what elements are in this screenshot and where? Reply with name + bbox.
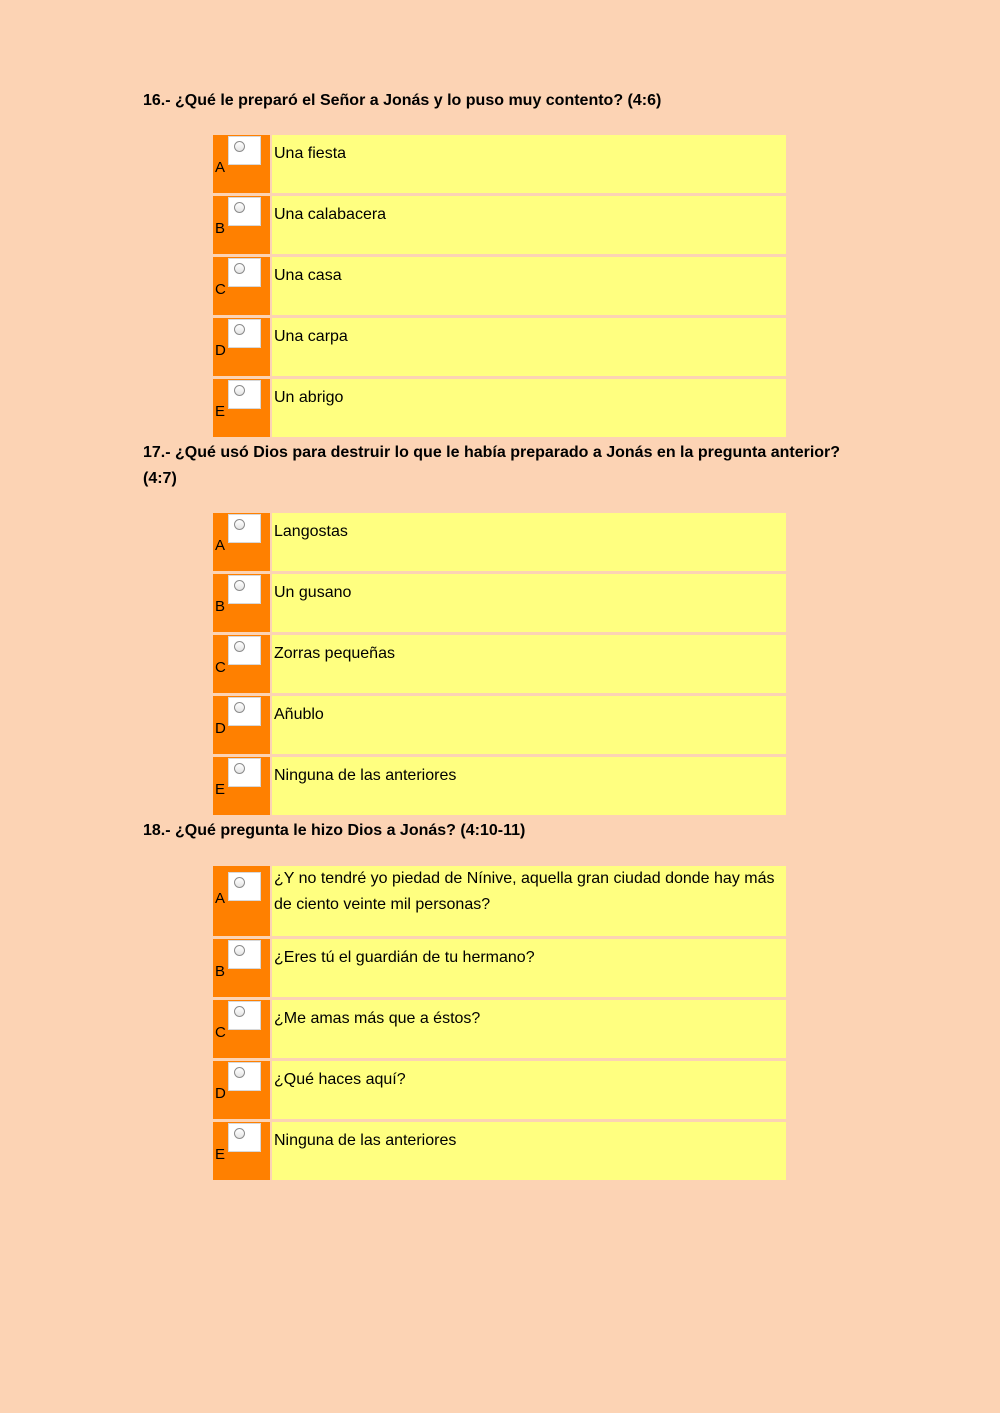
option-text[interactable]: Una fiesta (272, 135, 786, 193)
radio-button[interactable] (234, 702, 245, 713)
option-text[interactable]: Una carpa (272, 318, 786, 376)
question-18-title: 18.- ¿Qué pregunta le hizo Dios a Jonás? (4:10-11) (143, 822, 526, 839)
radio-button[interactable] (234, 202, 245, 213)
option-text[interactable]: Ninguna de las anteriores (272, 1122, 786, 1180)
radio-box[interactable] (228, 1001, 261, 1030)
radio-box[interactable] (228, 697, 261, 726)
option-text[interactable]: Una calabacera (272, 196, 786, 254)
option-row-c[interactable] (213, 257, 786, 315)
option-letter: E (215, 781, 226, 798)
radio-button[interactable] (234, 641, 245, 652)
radio-box[interactable] (228, 197, 261, 226)
option-text[interactable]: Un abrigo (272, 379, 786, 437)
radio-button[interactable] (234, 385, 245, 396)
radio-button[interactable] (234, 141, 245, 152)
option-letter: C (215, 281, 226, 298)
option-text[interactable]: Un gusano (272, 574, 786, 632)
question-17-options (213, 513, 786, 818)
radio-button[interactable] (234, 763, 245, 774)
option-row-d[interactable] (213, 1061, 786, 1119)
radio-button[interactable] (234, 519, 245, 530)
radio-button[interactable] (234, 945, 245, 956)
radio-box[interactable] (228, 575, 261, 604)
option-text[interactable]: ¿Eres tú el guardián de tu hermano? (272, 939, 786, 997)
option-row-e[interactable] (213, 1122, 786, 1180)
radio-button[interactable] (234, 1006, 245, 1017)
option-text[interactable]: ¿Y no tendré yo piedad de Nínive, aquella gran ciudad donde hay más de ciento veinte mil personas? (272, 866, 786, 936)
option-text[interactable]: Una casa (272, 257, 786, 315)
option-row-b[interactable] (213, 574, 786, 632)
question-18-options (213, 866, 786, 1183)
option-text[interactable]: ¿Me amas más que a éstos? (272, 1000, 786, 1058)
option-letter: D (215, 720, 226, 737)
radio-box[interactable] (228, 136, 261, 165)
option-letter: A (215, 890, 226, 907)
option-row-e[interactable] (213, 379, 786, 437)
radio-box[interactable] (228, 758, 261, 787)
option-text[interactable]: Añublo (272, 696, 786, 754)
option-letter: B (215, 598, 226, 615)
option-row-c[interactable] (213, 635, 786, 693)
option-letter: C (215, 659, 226, 676)
radio-box[interactable] (228, 872, 261, 901)
question-17-title: 17.- ¿Qué usó Dios para destruir lo que le había preparado a Jonás en la pregunta anterior? (4:7) (143, 444, 841, 487)
option-text[interactable]: ¿Qué haces aquí? (272, 1061, 786, 1119)
option-letter: C (215, 1024, 226, 1041)
option-row-e[interactable] (213, 757, 786, 815)
radio-button[interactable] (234, 877, 245, 888)
option-row-d[interactable] (213, 696, 786, 754)
option-row-b[interactable] (213, 939, 786, 997)
option-row-a[interactable] (213, 135, 786, 193)
option-letter: E (215, 1146, 226, 1163)
radio-button[interactable] (234, 263, 245, 274)
option-letter: D (215, 342, 226, 359)
option-text[interactable]: Zorras pequeñas (272, 635, 786, 693)
radio-box[interactable] (228, 1123, 261, 1152)
question-16-title: 16.- ¿Qué le preparó el Señor a Jonás y lo puso muy contento? (4:6) (143, 92, 662, 109)
radio-button[interactable] (234, 1067, 245, 1078)
radio-box[interactable] (228, 1062, 261, 1091)
radio-box[interactable] (228, 940, 261, 969)
option-letter: A (215, 159, 226, 176)
option-letter: A (215, 537, 226, 554)
option-row-c[interactable] (213, 1000, 786, 1058)
option-letter: D (215, 1085, 226, 1102)
option-letter: B (215, 220, 226, 237)
radio-box[interactable] (228, 636, 261, 665)
option-text[interactable]: Langostas (272, 513, 786, 571)
radio-button[interactable] (234, 580, 245, 591)
option-row-d[interactable] (213, 318, 786, 376)
radio-box[interactable] (228, 380, 261, 409)
option-row-b[interactable] (213, 196, 786, 254)
radio-button[interactable] (234, 1128, 245, 1139)
radio-box[interactable] (228, 514, 261, 543)
radio-box[interactable] (228, 258, 261, 287)
option-letter: B (215, 963, 226, 980)
question-16-options (213, 135, 786, 440)
option-row-a[interactable] (213, 513, 786, 571)
radio-button[interactable] (234, 324, 245, 335)
option-text[interactable]: Ninguna de las anteriores (272, 757, 786, 815)
option-letter: E (215, 403, 226, 420)
option-row-a[interactable] (213, 866, 786, 936)
radio-box[interactable] (228, 319, 261, 348)
